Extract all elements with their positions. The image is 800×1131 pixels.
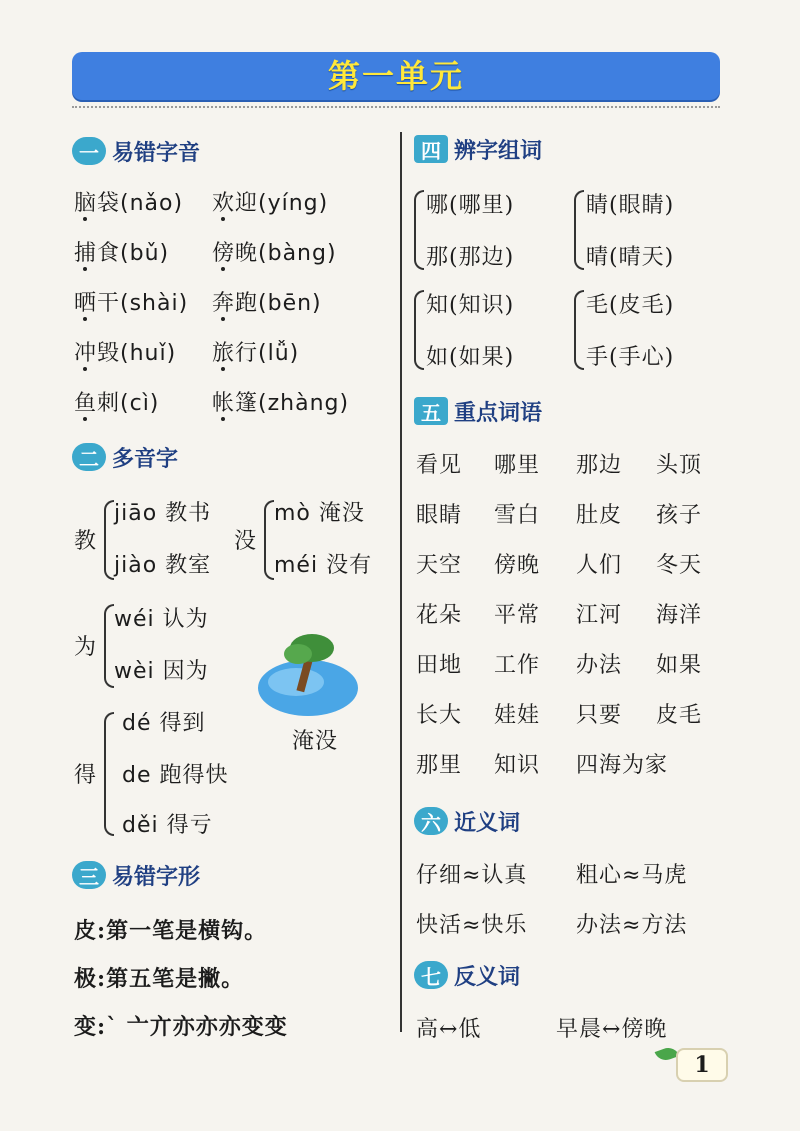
section-badge: 五 bbox=[414, 397, 448, 425]
word-pair-item: 哪(哪里) bbox=[426, 193, 515, 218]
key-word: 天空 bbox=[416, 553, 463, 578]
pinyin: (nǎo) bbox=[120, 191, 184, 216]
brace bbox=[264, 500, 274, 580]
page-title: 第一单元 bbox=[327, 57, 464, 95]
brace bbox=[414, 290, 424, 370]
section-2-heading bbox=[72, 440, 178, 474]
antonym-pair: 早晨↔傍晚 bbox=[556, 1017, 668, 1042]
key-word: 那边 bbox=[576, 453, 623, 478]
word-pair-item: 晴(晴天) bbox=[586, 245, 675, 270]
word-pair-item: 手(手心) bbox=[586, 345, 675, 370]
brace bbox=[414, 190, 424, 270]
word: 欢迎 bbox=[212, 191, 259, 216]
key-word: 头顶 bbox=[656, 453, 703, 478]
section-7-heading bbox=[414, 958, 520, 992]
polyphone-reading: děi 得亏 bbox=[122, 813, 213, 838]
pinyin: (yíng) bbox=[258, 191, 329, 216]
section-title: 近义词 bbox=[454, 810, 521, 836]
synonym-pair: 快活≈快乐 bbox=[416, 913, 528, 938]
polyphone-reading: wèi 因为 bbox=[114, 659, 209, 684]
emphasis-dot bbox=[221, 417, 225, 421]
form-note-pi: 皮:第一笔是横钩。 bbox=[74, 918, 268, 944]
emphasis-dot bbox=[83, 267, 87, 271]
key-word: 傍晚 bbox=[494, 553, 541, 578]
key-word: 孩子 bbox=[656, 503, 703, 528]
emphasis-dot bbox=[221, 217, 225, 221]
section-title: 易错字音 bbox=[112, 140, 201, 166]
section-badge: 二 bbox=[72, 443, 106, 471]
pinyin: (lǚ) bbox=[258, 341, 300, 366]
polyphone-char-jiao: 教 bbox=[74, 529, 98, 554]
word-pair-item: 睛(眼睛) bbox=[586, 193, 675, 218]
section-badge: 四 bbox=[414, 135, 448, 163]
key-word: 平常 bbox=[494, 603, 541, 628]
pinyin: (shài) bbox=[120, 291, 189, 316]
polyphone-char-mei: 没 bbox=[234, 529, 258, 554]
polyphone-char-de: 得 bbox=[74, 763, 98, 788]
pronunciation-item bbox=[74, 336, 176, 367]
emphasis-dot bbox=[83, 367, 87, 371]
synonym-pair: 粗心≈马虎 bbox=[576, 863, 688, 888]
word-pair-item: 那(那边) bbox=[426, 245, 515, 270]
section-badge: 三 bbox=[72, 861, 106, 889]
pronunciation-item bbox=[212, 336, 299, 367]
pinyin: (bēn) bbox=[258, 291, 322, 316]
word: 冲毁 bbox=[74, 341, 121, 366]
section-4-heading bbox=[414, 132, 542, 166]
pronunciation-item bbox=[212, 236, 337, 267]
emphasis-dot bbox=[221, 267, 225, 271]
word: 晒干 bbox=[74, 291, 121, 316]
section-badge: 七 bbox=[414, 961, 448, 989]
pronunciation-item bbox=[74, 286, 188, 317]
key-word: 娃娃 bbox=[494, 703, 541, 728]
word: 旅行 bbox=[212, 341, 259, 366]
pinyin: (bàng) bbox=[258, 241, 337, 266]
pronunciation-item bbox=[74, 186, 183, 217]
pronunciation-item bbox=[212, 386, 349, 417]
word-pair-item: 知(知识) bbox=[426, 293, 515, 318]
key-word: 田地 bbox=[416, 653, 463, 678]
word: 傍晚 bbox=[212, 241, 259, 266]
brace bbox=[104, 500, 114, 580]
section-badge: 六 bbox=[414, 807, 448, 835]
word: 奔跑 bbox=[212, 291, 259, 316]
emphasis-dot bbox=[83, 217, 87, 221]
section-badge: 一 bbox=[72, 137, 106, 165]
synonym-pair: 办法≈方法 bbox=[576, 913, 688, 938]
key-word: 长大 bbox=[416, 703, 463, 728]
pinyin: (huǐ) bbox=[120, 341, 177, 366]
dotted-divider bbox=[72, 106, 720, 108]
key-word: 肚皮 bbox=[576, 503, 623, 528]
pronunciation-item bbox=[212, 186, 328, 217]
section-title: 辨字组词 bbox=[454, 138, 543, 164]
polyphone-reading: jiāo 教书 bbox=[114, 501, 212, 526]
key-word: 看见 bbox=[416, 453, 463, 478]
polyphone-char-wei: 为 bbox=[74, 635, 98, 660]
flood-tree-illustration bbox=[256, 630, 366, 722]
pronunciation-item bbox=[74, 236, 169, 267]
pinyin: (bǔ) bbox=[120, 241, 170, 266]
key-word: 江河 bbox=[576, 603, 623, 628]
brace bbox=[574, 290, 584, 370]
section-3-heading bbox=[72, 858, 200, 892]
emphasis-dot bbox=[221, 367, 225, 371]
antonym-pair: 高↔低 bbox=[416, 1017, 482, 1042]
pronunciation-item bbox=[74, 386, 159, 417]
key-word: 工作 bbox=[494, 653, 541, 678]
section-5-heading bbox=[414, 394, 542, 428]
key-word: 皮毛 bbox=[656, 703, 703, 728]
brace bbox=[104, 604, 114, 688]
key-word: 只要 bbox=[576, 703, 623, 728]
key-word: 海洋 bbox=[656, 603, 703, 628]
section-1-heading bbox=[72, 134, 200, 168]
polyphone-reading: wéi 认为 bbox=[114, 607, 209, 632]
key-word: 哪里 bbox=[494, 453, 541, 478]
section-6-heading bbox=[414, 804, 520, 838]
section-title: 重点词语 bbox=[454, 400, 543, 426]
key-word: 花朵 bbox=[416, 603, 463, 628]
polyphone-reading: méi 没有 bbox=[274, 553, 373, 578]
key-word: 眼睛 bbox=[416, 503, 463, 528]
word: 鱼刺 bbox=[74, 391, 121, 416]
key-word: 办法 bbox=[576, 653, 623, 678]
emphasis-dot bbox=[221, 317, 225, 321]
page-number: 1 bbox=[676, 1048, 728, 1082]
word-pair-item: 如(如果) bbox=[426, 345, 515, 370]
section-title: 多音字 bbox=[112, 446, 179, 472]
word: 帐篷 bbox=[212, 391, 259, 416]
key-word: 雪白 bbox=[494, 503, 541, 528]
key-word: 那里 bbox=[416, 753, 463, 778]
brace bbox=[104, 712, 114, 836]
form-note-ji: 极:第五笔是撇。 bbox=[74, 966, 245, 992]
key-word: 如果 bbox=[656, 653, 703, 678]
polyphone-reading: jiào 教室 bbox=[114, 553, 212, 578]
pronunciation-item bbox=[212, 286, 322, 317]
key-word: 四海为家 bbox=[576, 753, 669, 778]
word: 脑袋 bbox=[74, 191, 121, 216]
column-divider bbox=[400, 132, 402, 1032]
polyphone-reading: de 跑得快 bbox=[122, 763, 229, 788]
emphasis-dot bbox=[83, 317, 87, 321]
word: 捕食 bbox=[74, 241, 121, 266]
unit-banner bbox=[72, 52, 720, 100]
brace bbox=[574, 190, 584, 270]
polyphone-reading: dé 得到 bbox=[122, 711, 206, 736]
synonym-pair: 仔细≈认真 bbox=[416, 863, 528, 888]
section-title: 反义词 bbox=[454, 964, 521, 990]
emphasis-dot bbox=[83, 417, 87, 421]
pinyin: (cì) bbox=[120, 391, 160, 416]
key-word: 人们 bbox=[576, 553, 623, 578]
polyphone-reading: mò 淹没 bbox=[274, 501, 365, 526]
section-title: 易错字形 bbox=[112, 864, 201, 890]
key-word: 知识 bbox=[494, 753, 541, 778]
word-pair-item: 毛(皮毛) bbox=[586, 293, 675, 318]
key-word: 冬天 bbox=[656, 553, 703, 578]
pinyin: (zhàng) bbox=[258, 391, 350, 416]
form-note-bian: 变:` 亠亣亦亦亦变变 bbox=[74, 1014, 288, 1040]
illustration-caption: 淹没 bbox=[292, 729, 339, 754]
